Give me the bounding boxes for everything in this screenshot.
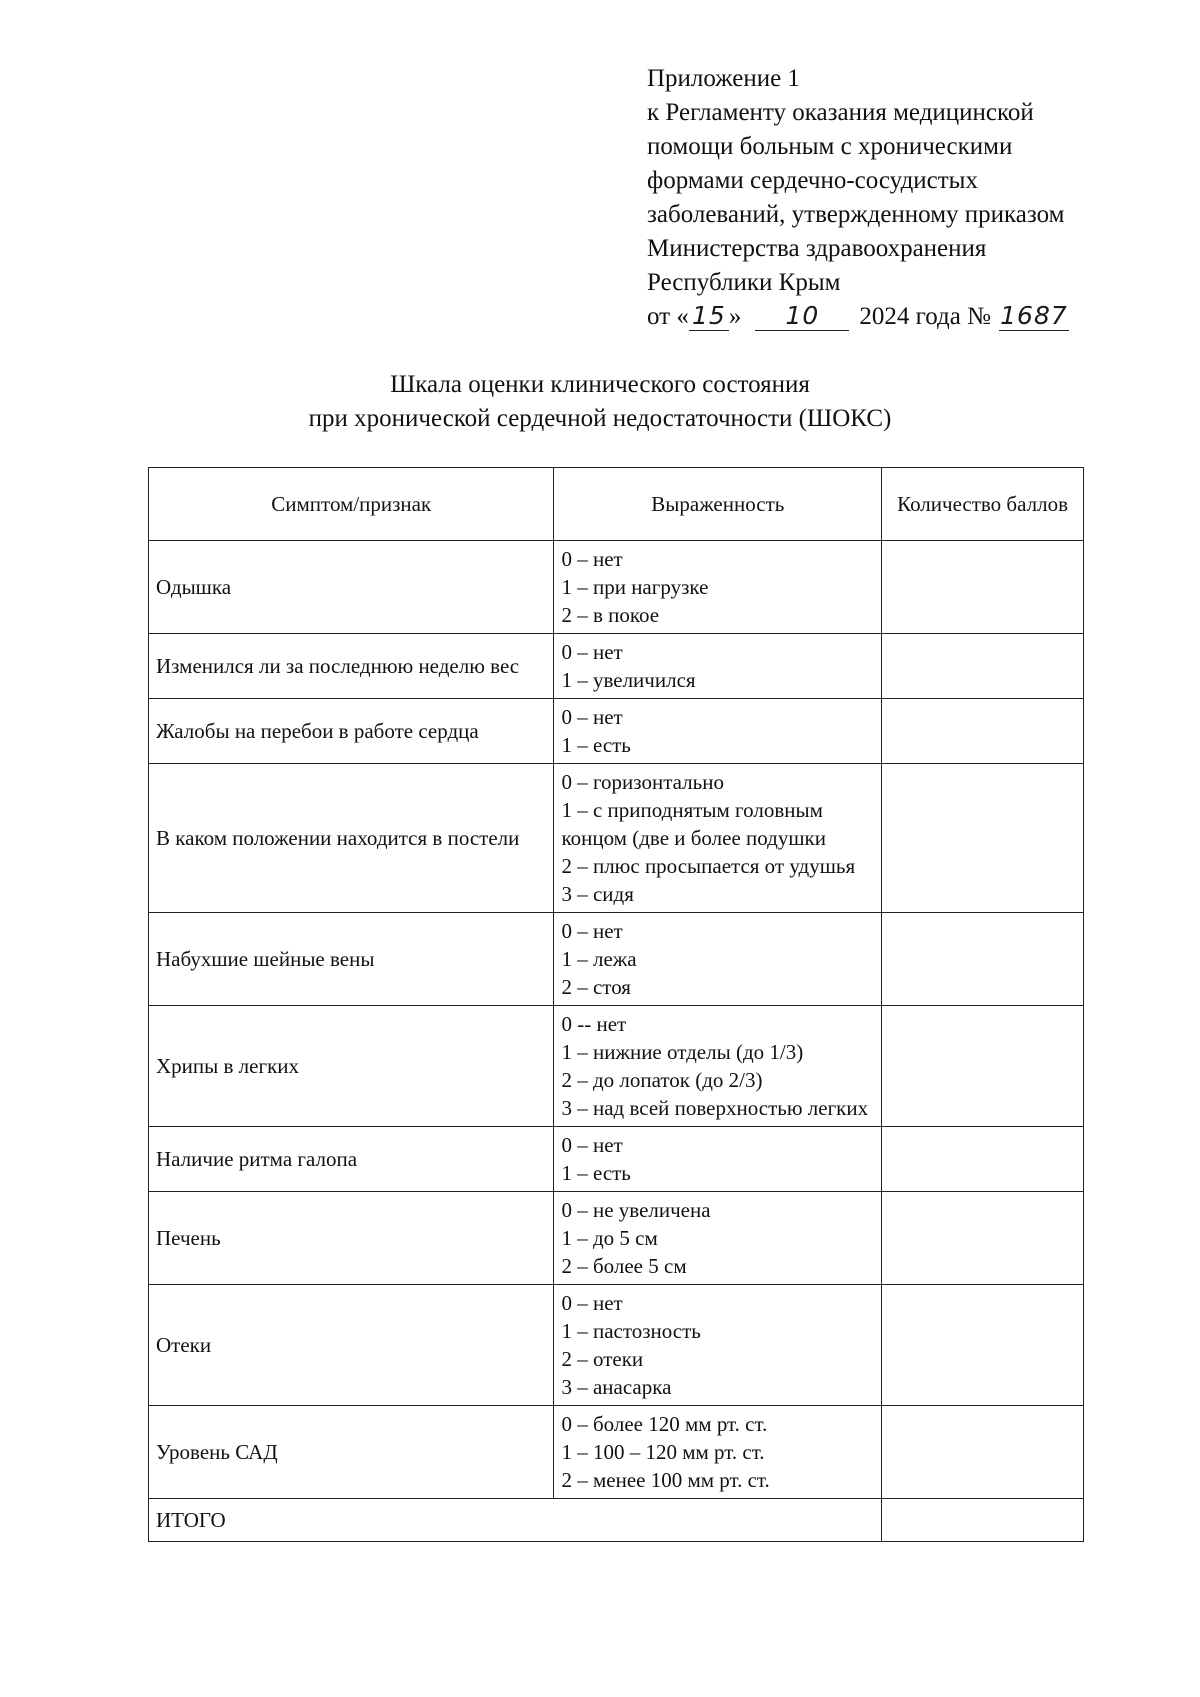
score-cell[interactable] (882, 1192, 1084, 1285)
symptom-cell: В каком положении находится в постели (149, 764, 554, 913)
symptom-cell: Наличие ритма галопа (149, 1127, 554, 1192)
score-cell[interactable] (882, 1127, 1084, 1192)
score-cell[interactable] (882, 913, 1084, 1006)
severity-cell (554, 634, 882, 699)
appendix-line: Приложение 1 (647, 65, 800, 92)
severity-option: 0 – нет (561, 1291, 623, 1315)
severity-option: 3 – анасарка (561, 1375, 672, 1399)
severity-option: 1 – нижние отделы (до 1/3) (561, 1040, 804, 1064)
severity-cell (554, 1192, 882, 1285)
severity-option: 2 – отеки (561, 1347, 644, 1371)
severity-option: 1 – пастозность (561, 1319, 701, 1343)
appendix-line: формами сердечно-сосудистых (647, 167, 978, 194)
severity-option: 0 – нет (561, 705, 623, 729)
table-header-row (149, 468, 1084, 541)
appendix-line: к Регламенту оказания медицинской (647, 99, 1034, 126)
severity-cell (554, 1006, 882, 1127)
handwritten-month: 10 (755, 302, 849, 331)
severity-option: 0 – нет (561, 919, 623, 943)
table-row (149, 1406, 1084, 1499)
symptom-cell: Отеки (149, 1285, 554, 1406)
severity-cell (554, 541, 882, 634)
total-score-cell[interactable] (882, 1499, 1084, 1542)
severity-option: 0 – горизонтально (561, 770, 724, 794)
severity-option: 2 – менее 100 мм рт. ст. (561, 1468, 770, 1492)
appendix-line: заболеваний, утвержденному приказом (647, 201, 1065, 228)
table-row (149, 699, 1084, 764)
symptom-cell: Жалобы на перебои в работе сердца (149, 699, 554, 764)
document-title (0, 368, 1200, 436)
severity-option: 0 – нет (561, 1133, 623, 1157)
severity-option: 1 – 100 – 120 мм рт. ст. (561, 1440, 765, 1464)
severity-option: 1 – есть (561, 733, 631, 757)
severity-cell (554, 1127, 882, 1192)
severity-option: 1 – лежа (561, 947, 637, 971)
header-severity: Выраженность (554, 468, 882, 541)
severity-option: 2 – стоя (561, 975, 631, 999)
severity-option: 1 – есть (561, 1161, 631, 1185)
handwritten-day: 15 (689, 302, 729, 331)
symptom-cell: Хрипы в легких (149, 1006, 554, 1127)
score-cell[interactable] (882, 1406, 1084, 1499)
date-year-text: 2024 года № (859, 303, 991, 330)
symptom-cell: Уровень САД (149, 1406, 554, 1499)
title-line-2: при хронической сердечной недостаточности (ШОКС) (308, 405, 892, 432)
table-row (149, 1285, 1084, 1406)
table-row (149, 913, 1084, 1006)
appendix-line: Министерства здравоохранения (647, 235, 987, 262)
total-row (149, 1499, 1084, 1542)
severity-cell (554, 764, 882, 913)
table-row (149, 764, 1084, 913)
table-row (149, 1006, 1084, 1127)
severity-option: 3 – сидя (561, 882, 634, 906)
symptom-cell: Набухшие шейные вены (149, 913, 554, 1006)
severity-cell (554, 913, 882, 1006)
handwritten-order-number: 1687 (1000, 301, 1068, 330)
date-quote-close: » (728, 303, 742, 330)
symptom-cell: Изменился ли за последнюю неделю вес (149, 634, 554, 699)
table-row (149, 1192, 1084, 1285)
severity-option: 2 – более 5 см (561, 1254, 687, 1278)
severity-option: 2 – в покое (561, 603, 660, 627)
severity-option: 0 – нет (561, 640, 623, 664)
severity-cell (554, 699, 882, 764)
score-table (148, 467, 1084, 1542)
severity-option: 3 – над всей поверхностью легких (561, 1096, 869, 1120)
total-label: ИТОГО (149, 1499, 882, 1542)
severity-option: 0 – нет (561, 547, 623, 571)
table-row (149, 541, 1084, 634)
date-prefix: от « (647, 303, 689, 330)
table-row (149, 634, 1084, 699)
table-row (149, 1127, 1084, 1192)
severity-cell (554, 1406, 882, 1499)
score-cell[interactable] (882, 764, 1084, 913)
appendix-line: помощи больным с хроническими (647, 133, 1013, 160)
severity-option: 0 – не увеличена (561, 1198, 711, 1222)
severity-option: 0 -- нет (561, 1012, 627, 1036)
header-symptom: Симптом/признак (149, 468, 554, 541)
severity-option: 1 – с приподнятым головным концом (две и более подушки (561, 798, 826, 850)
appendix-line: Республики Крым (647, 269, 841, 296)
symptom-cell: Одышка (149, 541, 554, 634)
severity-option: 1 – при нагрузке (561, 575, 709, 599)
severity-option: 1 – до 5 см (561, 1226, 658, 1250)
score-cell[interactable] (882, 541, 1084, 634)
severity-option: 0 – более 120 мм рт. ст. (561, 1412, 768, 1436)
severity-option: 1 – увеличился (561, 668, 696, 692)
severity-cell (554, 1285, 882, 1406)
score-cell[interactable] (882, 1285, 1084, 1406)
appendix-header (647, 62, 1167, 334)
order-date-line (647, 300, 1167, 334)
score-cell[interactable] (882, 634, 1084, 699)
score-cell[interactable] (882, 1006, 1084, 1127)
table-body (149, 541, 1084, 1499)
severity-option: 2 – до лопаток (до 2/3) (561, 1068, 763, 1092)
title-line-1: Шкала оценки клинического состояния (390, 371, 810, 398)
score-cell[interactable] (882, 699, 1084, 764)
header-score: Количество баллов (882, 468, 1084, 541)
symptom-cell: Печень (149, 1192, 554, 1285)
severity-option: 2 – плюс просыпается от удушья (561, 854, 856, 878)
